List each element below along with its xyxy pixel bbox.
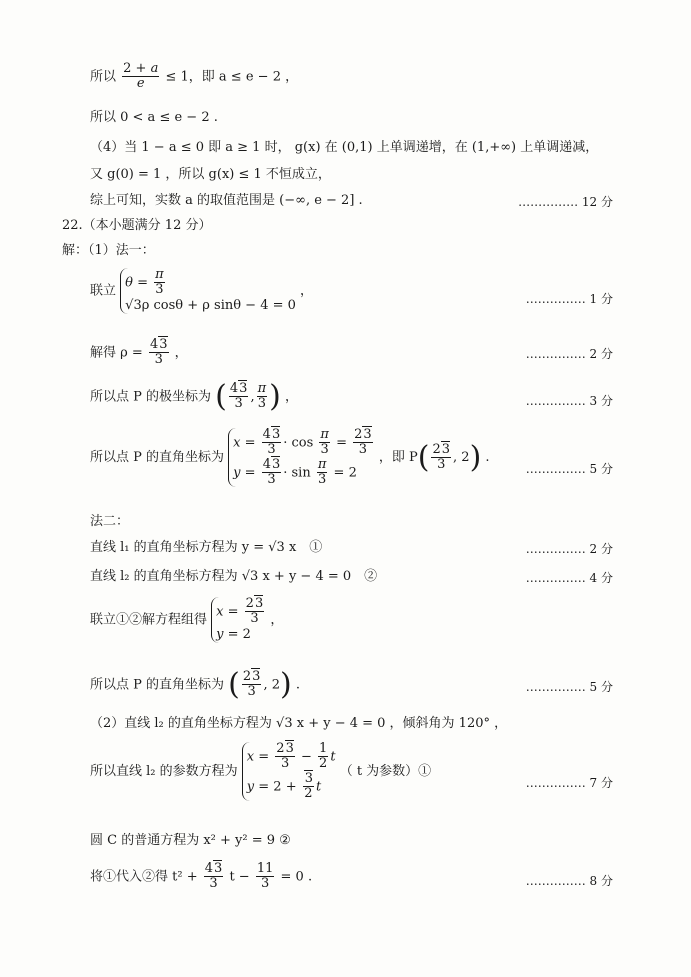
text: ，即 P [378, 450, 418, 466]
brace: x = $\frac{43}{3}$ · cos $\frac{\pi}{3}$ = $\frac{23}{3}$ y = $\frac{43}{3}$ · sin $\frac{\pi}{3}$ = 2 [228, 428, 375, 487]
line-param-eq [90, 742, 431, 801]
line-substitute: 将①代入②得 t² + $\frac{43}{3}$ t − $\frac{11}{3}$ = 0 . [90, 861, 313, 892]
solution-start: 解：（1）法一： [62, 243, 155, 258]
line-rho: 解得 ρ = $\frac{43}{3}$ ， [90, 337, 188, 368]
line-rect-coord: 所以点 P 的直角坐标为 x = $\frac{43}{3}$ · cos $\frac{\pi}{3}$ = $\frac{23}{3}$ y = $\frac{43}{3}$ · sin $\frac{\pi}{3}$ = 2 ，即 P( $\frac{23}{3}$ , 2) . [90, 427, 490, 487]
text: 所以点 P 的直角坐标为 [90, 450, 225, 466]
score-5: …………… 5 分 [525, 462, 613, 476]
score-8: …………… 8 分 [525, 874, 613, 888]
score-12: …………… 12 分 [518, 195, 613, 209]
text: 所以点 P 的极坐标为 [90, 389, 212, 405]
text: 所以点 P 的直角坐标为 [90, 677, 225, 693]
line-l1-eq: 直线 l₁ 的直角坐标方程为 y = √3 x ① [90, 540, 323, 555]
brace: x = $\frac{23}{3}$ − $\frac{1}{2}$ t y = 2 + $\frac{3}{2}$ t [242, 742, 336, 801]
brace: x = $\frac{23}{3}$ y = 2 [211, 597, 266, 643]
text: 联立 [90, 283, 117, 299]
text: 解得 ρ = [90, 345, 143, 361]
score-2: …………… 2 分 [525, 347, 613, 361]
line-rect-coord-2: 所以点 P 的直角坐标为 ( $\frac{23}{3}$ , 2) . [90, 667, 300, 702]
brace: θ = $\frac{\pi}{3}$ √3ρ cosθ + ρ sinθ − 4 = 0 [120, 268, 296, 314]
line-g0: 又 g(0) = 1 ，所以 g(x) ≤ 1 不恒成立， [90, 167, 331, 182]
text: 将①代入②得 t² + [90, 869, 198, 885]
score-1: …………… 1 分 [525, 292, 613, 306]
text: 联立①②解方程组得 [90, 612, 208, 628]
line-frac-ineq: 所以 $\frac{2 + a}{e}$ ≤ 1，即 a ≤ e − 2 ， [90, 61, 299, 92]
text: 所以 [90, 69, 117, 85]
line-range-a: 所以 0 < a ≤ e − 2 . [90, 110, 218, 125]
equation: √3ρ cosθ + ρ sinθ − 4 = 0 [125, 297, 296, 313]
text: = 0 . [280, 869, 313, 885]
line-circle: 圆 C 的普通方程为 x² + y² = 9 ② [90, 833, 291, 848]
score-3: …………… 3 分 [525, 394, 613, 408]
score-4: …………… 4 分 [525, 571, 613, 585]
text: 所以直线 l₂ 的参数方程为 [90, 764, 238, 780]
line-conclusion: 综上可知，实数 a 的取值范围是 (−∞, e − 2] . [90, 193, 363, 208]
text: t − [229, 869, 250, 885]
part-two: （2）直线 l₂ 的直角坐标方程为 √3 x + y − 4 = 0 ，倾斜角为 120° ， [90, 716, 508, 731]
text: ，即 a ≤ e − 2 ， [188, 69, 299, 85]
system-rect: 联立①②解方程组得 x = $\frac{23}{3}$ y = 2 ， [90, 596, 284, 642]
line-l2-eq: 直线 l₂ 的直角坐标方程为 √3 x + y − 4 = 0 ② [90, 569, 378, 584]
score-2b: …………… 2 分 [525, 542, 613, 556]
text: （ t 为参数）① [339, 764, 432, 780]
method-two: 法二： [90, 514, 130, 529]
score-5b: …………… 5 分 [525, 680, 613, 694]
score-7: …………… 7 分 [525, 776, 613, 790]
question-22-title: 22.（本小题满分 12 分） [62, 218, 212, 233]
system-polar: 联立 θ = $\frac{\pi}{3}$ √3ρ cosθ + ρ sinθ − 4 = 0 ， [90, 267, 314, 313]
fraction: $\frac{2 + a}{e}$ [123, 61, 159, 92]
line-case4: （4）当 1 − a ≤ 0 即 a ≥ 1 时， g(x) 在 (0,1) 上单调递增，在 (1,+∞) 上单调递减， [90, 140, 599, 155]
line-polar-coord: 所以点 P 的极坐标为 ( $\frac{43}{3}$ , $\frac{\pi}{3}$ ) ， [90, 379, 298, 414]
